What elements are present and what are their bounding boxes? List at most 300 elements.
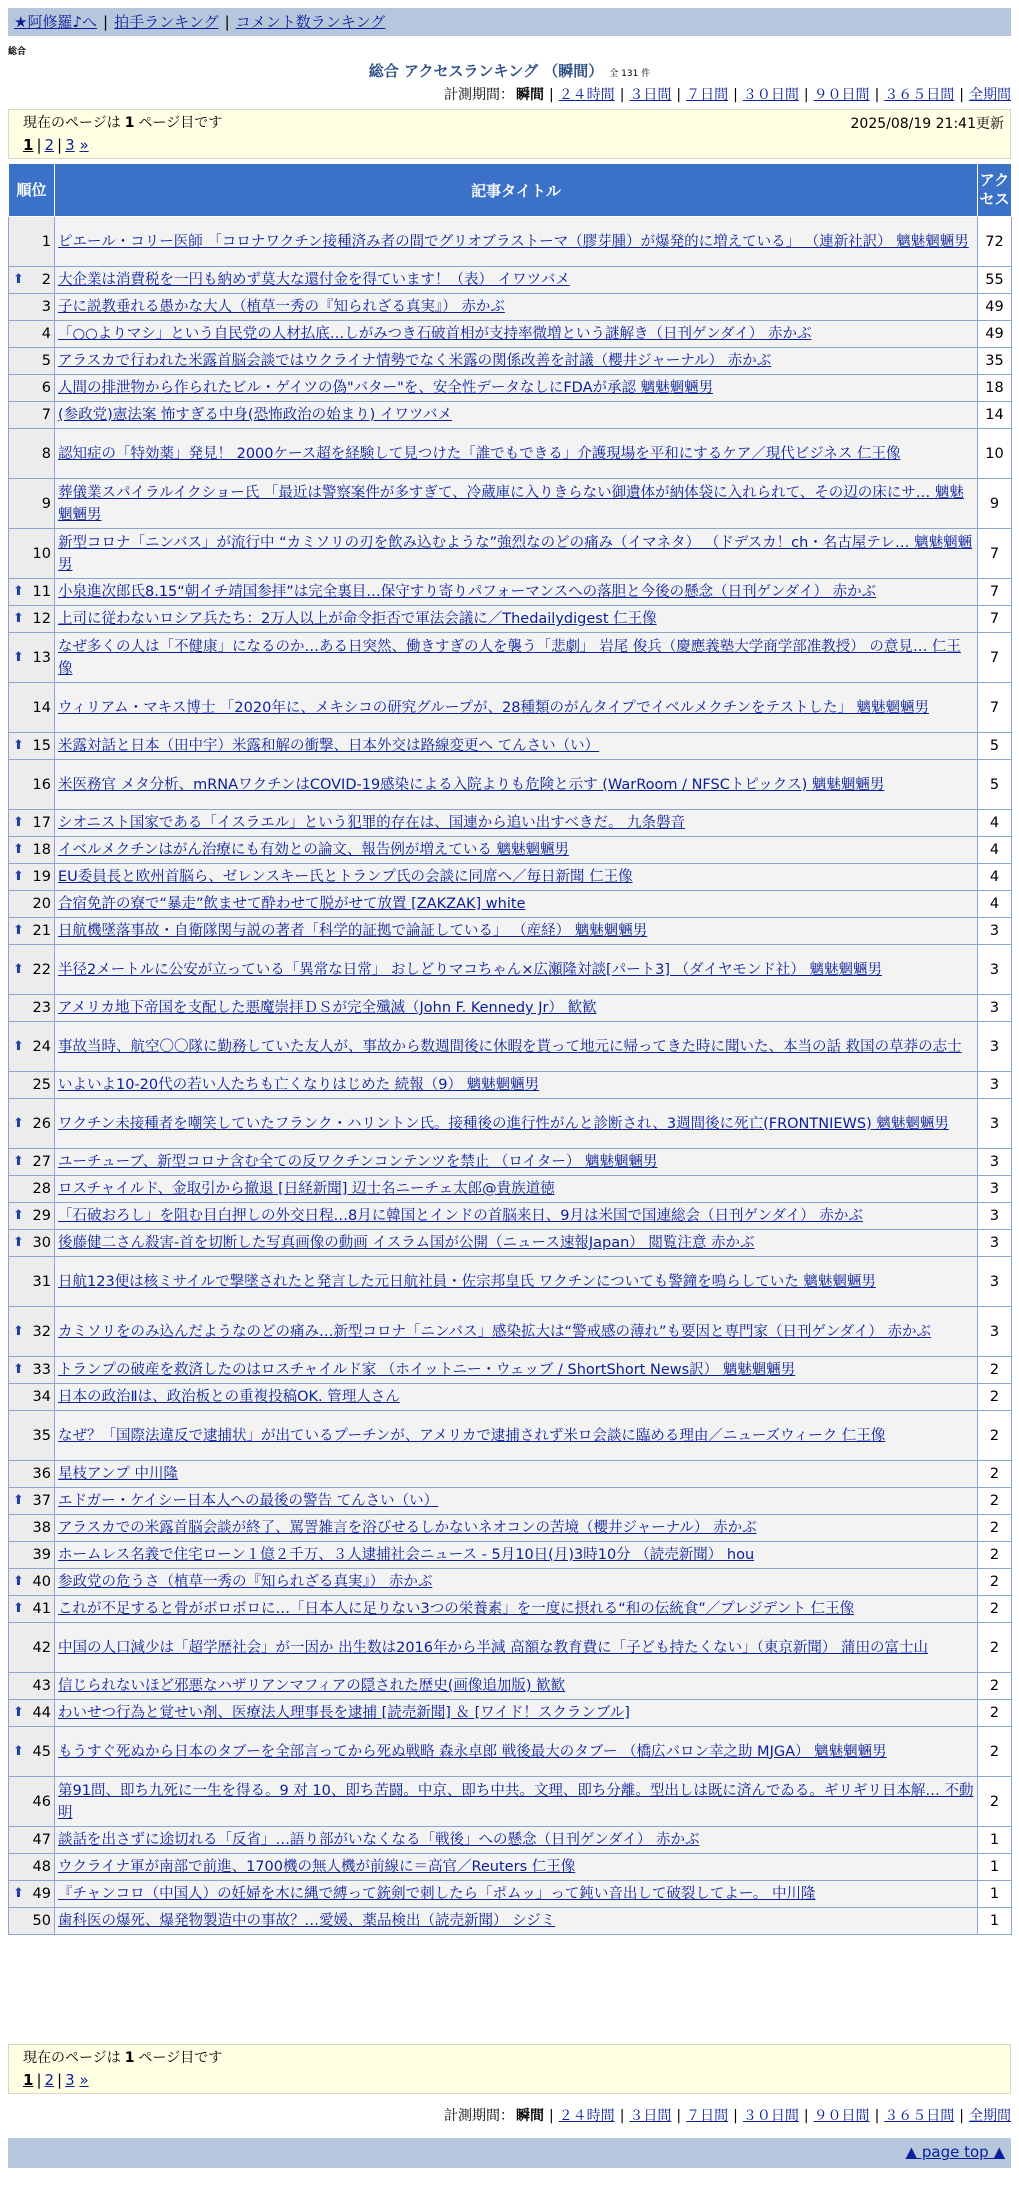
rank-cell [9, 294, 55, 321]
title-cell [55, 529, 978, 579]
access-count: 14 [978, 402, 1012, 429]
rank-number: 46 [32, 1793, 51, 1810]
table-row [9, 864, 1012, 891]
article-link[interactable]: ウクライナ軍が南部で前進、1700機の無人機が前線に＝高官／Reuters 仁王像 [58, 1859, 576, 1875]
rank-number: 14 [32, 699, 51, 716]
access-count: 10 [978, 429, 1012, 479]
rank-cell [9, 1569, 55, 1596]
article-link[interactable]: 合宿免許の寮で“暴走”飲ませて酔わせて脱がせて放置 [ZAKZAK] white [58, 896, 526, 912]
rank-number: 33 [32, 1362, 51, 1378]
table-row [9, 733, 1012, 760]
rank-number: 22 [32, 961, 51, 978]
article-link[interactable]: 後藤健二さん殺害-首を切断した写真画像の動画 イスラム国が公開（ニュース速報Japan） 閲覧注意 赤かぶ [58, 1235, 755, 1251]
rank-cell [9, 1072, 55, 1099]
rank-cell [9, 1203, 55, 1230]
access-count: 3 [978, 1307, 1012, 1357]
article-link[interactable]: 米医務官 メタ分析、mRNAワクチンはCOVID-19感染による入院よりも危険と示す (WarRoom / NFSCトピックス) 魑魅魍魎男 [58, 776, 885, 793]
article-link[interactable]: これが不足すると骨がボロボロに…「日本人に足りない3つの栄養素」を一度に摂れる“和の伝統食”／プレジデント 仁王像 [58, 1601, 855, 1617]
title-cell [55, 321, 978, 348]
rank-up-arrow-icon: ⬆ [13, 1601, 24, 1616]
access-count: 2 [978, 1461, 1012, 1488]
rank-cell [9, 1596, 55, 1623]
column-header-rank: 順位 [9, 164, 55, 217]
table-row [9, 633, 1012, 683]
rank-number: 23 [32, 1000, 51, 1016]
pager-next-link[interactable]: » [79, 2071, 89, 2089]
pager-link[interactable]: 3 [65, 2071, 75, 2089]
rank-cell [9, 402, 55, 429]
rank-up-arrow-icon: ⬆ [13, 1362, 24, 1377]
rank-cell [9, 1099, 55, 1149]
pager [23, 2071, 996, 2089]
table-row [9, 891, 1012, 918]
title-cell [55, 918, 978, 945]
rank-cell [9, 683, 55, 733]
period-link[interactable]: ３日間 [629, 87, 672, 103]
table-row [9, 1596, 1012, 1623]
period-current: 瞬間 [515, 87, 544, 103]
rank-up-arrow-icon: ⬆ [13, 923, 24, 938]
page-title-text: 総合 アクセスランキング （瞬間） [368, 62, 604, 80]
table-row [9, 1727, 1012, 1777]
home-link[interactable]: ★阿修羅♪へ [14, 13, 98, 31]
period-link[interactable]: ７日間 [686, 87, 729, 103]
table-row [9, 402, 1012, 429]
title-cell [55, 1515, 978, 1542]
article-link[interactable]: 参政党の危うさ（植草一秀の『知られざる真実』） 赤かぶ [58, 1574, 433, 1590]
pager-current: 1 [23, 136, 34, 154]
rank-number: 32 [32, 1323, 51, 1340]
comment-ranking-link[interactable]: コメント数ランキング [235, 13, 386, 31]
rank-cell [9, 945, 55, 995]
rank-cell [9, 1384, 55, 1411]
title-cell [55, 733, 978, 760]
article-link[interactable]: 日航123便は核ミサイルで撃墜されたと発言した元日航社員・佐宗邦皇氏 ワクチンについても警鐘を鳴らしていた 魑魅魍魎男 [58, 1273, 876, 1290]
rank-number: 16 [32, 776, 51, 793]
access-count: 9 [978, 479, 1012, 529]
article-link[interactable]: わいせつ行為と覚せい剤、医療法人理事長を逮捕 [読売新聞] ＆ [ワイド！スクランブル] [58, 1705, 630, 1721]
rank-number: 48 [32, 1859, 51, 1875]
title-cell [55, 375, 978, 402]
title-cell [55, 1777, 978, 1827]
article-link[interactable]: シオニスト国家である「イスラエル」という犯罪的存在は、国連から追い出すべきだ。 九条磐音 [58, 815, 686, 831]
article-link[interactable]: 米露対話と日本（田中宇）米露和解の衝撃、日本外交は路線変更へ てんさい（い） [58, 738, 600, 754]
article-link[interactable]: 日航機墜落事故・自衛隊関与説の著者「科学的証拠で論証している」 （産経） 魑魅魍魎男 [58, 923, 648, 939]
article-link[interactable]: ピエール・コリー医師 「コロナワクチン接種済み者の間でグリオブラストーマ（膠芽腫）が爆発的に増えている」 （連新社訳） 魑魅魍魎男 [58, 233, 969, 250]
rank-number: 45 [32, 1743, 51, 1760]
rank-number: 38 [32, 1520, 51, 1536]
rank-cell [9, 1230, 55, 1257]
rank-cell [9, 1727, 55, 1777]
rank-up-arrow-icon: ⬆ [13, 1574, 24, 1589]
title-cell [55, 1411, 978, 1461]
article-link[interactable]: 歯科医の爆死、爆発物製造中の事故？…愛媛、薬品検出（読売新聞） シジミ [58, 1913, 556, 1929]
period-separator: | [959, 87, 964, 103]
rank-cell [9, 606, 55, 633]
access-count: 2 [978, 1727, 1012, 1777]
access-count: 3 [978, 1149, 1012, 1176]
rank-up-arrow-icon: ⬆ [13, 738, 24, 753]
period-separator: | [619, 87, 625, 103]
article-link[interactable]: イベルメクチンはがん治療にも有効との論文、報告例が増えている 魑魅魍魎男 [58, 842, 569, 858]
title-cell [55, 1357, 978, 1384]
table-row [9, 1777, 1012, 1827]
article-link[interactable]: ロスチャイルド、金取引から撤退 [日経新聞] 辺士名ニーチェ太郎@貴族道徳 [58, 1181, 555, 1197]
rank-up-arrow-icon: ⬆ [13, 584, 24, 599]
access-count: 1 [978, 1827, 1012, 1854]
table-row [9, 1515, 1012, 1542]
rank-up-arrow-icon: ⬆ [13, 1208, 24, 1223]
rank-number: 21 [32, 923, 51, 939]
rank-up-arrow-icon: ⬆ [13, 1705, 24, 1720]
rank-number: 42 [32, 1639, 51, 1656]
rank-up-arrow-icon: ⬆ [13, 1235, 24, 1250]
article-link[interactable]: ホームレス名義で住宅ローン１億２千万、３人逮捕社会ニュース - 5月10日(月)3時10分 （読売新聞） hou [58, 1547, 755, 1563]
rank-cell [9, 1411, 55, 1461]
period-link[interactable]: ２４時間 [558, 2108, 615, 2124]
article-link[interactable]: 半径2メートルに公安が立っている「異常な日常」 おしどりマコちゃん×広瀬隆対談[パート3] （ダイヤモンド社） 魑魅魍魎男 [58, 961, 882, 978]
rank-cell [9, 995, 55, 1022]
article-link[interactable]: 中国の人口減少は「超学歴社会」が一因か 出生数は2016年から半減 高額な教育費に「子ども持たくない」（東京新聞） 蒲田の富士山 [58, 1639, 928, 1656]
rank-number: 24 [32, 1038, 51, 1055]
article-link[interactable]: (参政党)憲法案 怖すぎる中身(恐怖政治の始まり) イワツバメ [58, 407, 453, 423]
article-link[interactable]: 大企業は消費税を一円も納めず莫大な還付金を得ています！（表） イワツバメ [58, 272, 570, 288]
table-row [9, 348, 1012, 375]
rank-up-arrow-icon: ⬆ [13, 1493, 24, 1508]
title-cell [55, 1099, 978, 1149]
article-link[interactable]: 新型コロナ「ニンバス」が流行中 “カミソリの刃を飲み込むような”強烈なのどの痛み（イマネタ） （ドデスカ！ch・名古屋テレ… 魑魅魍魎男 [58, 534, 973, 573]
rank-cell [9, 733, 55, 760]
rank-up-arrow-icon: ⬆ [13, 1154, 24, 1169]
period-link[interactable]: ２４時間 [558, 87, 615, 103]
rank-number: 10 [32, 545, 51, 562]
title-cell [55, 1257, 978, 1307]
pager [23, 136, 996, 154]
article-link[interactable]: 「石破おろし」を阻む目白押しの外交日程…8月に韓国とインドの首脳来日、9月は米国で国連総会（日刊ゲンダイ） 赤かぶ [58, 1208, 863, 1224]
access-count: 3 [978, 918, 1012, 945]
rank-number: 25 [32, 1077, 51, 1093]
rank-cell [9, 267, 55, 294]
rank-cell [9, 1257, 55, 1307]
title-cell [55, 633, 978, 683]
article-link[interactable]: ユーチューブ、新型コロナ含む全ての反ワクチンコンテンツを禁止 （ロイター） 魑魅魍魎男 [58, 1154, 658, 1170]
rank-cell [9, 918, 55, 945]
table-row [9, 1700, 1012, 1727]
article-link[interactable]: 第91問、即ち九死に一生を得る。9 对 10、即ち苦闘。中京、即ち中共。文理、即ち分離。型出しは既に済んでゐる。ギリギリ日本解… 不動明 [58, 1782, 974, 1821]
rank-number: 4 [41, 326, 51, 342]
rank-cell [9, 1854, 55, 1881]
rank-cell [9, 1357, 55, 1384]
article-link[interactable]: エドガー・ケイシー日本人への最後の警告 てんさい（い） [58, 1493, 439, 1509]
table-row [9, 429, 1012, 479]
table-row [9, 1827, 1012, 1854]
table-row [9, 529, 1012, 579]
table-row [9, 1411, 1012, 1461]
access-count: 49 [978, 321, 1012, 348]
rank-cell [9, 479, 55, 529]
table-row [9, 1569, 1012, 1596]
table-header-row [9, 164, 1012, 217]
rank-number: 5 [41, 353, 51, 369]
nav-separator: | [224, 13, 230, 31]
title-cell [55, 348, 978, 375]
article-link[interactable]: なぜ多くの人は「不健康」になるのか…ある日突然、働きすぎの人を襲う「悲劇」 岩尾 俊兵（慶應義塾大学商学部准教授） の意見… 仁王像 [58, 638, 961, 677]
access-count: 2 [978, 1673, 1012, 1700]
article-link[interactable]: トランプの破産を救済したのはロスチャイルド家 （ホイットニー・ウェッブ / ShortShort News訳） 魑魅魍魎男 [58, 1362, 796, 1378]
article-link[interactable]: EU委員長と欧州首脳ら、ゼレンスキー氏とトランプ氏の会談に同席へ／毎日新聞 仁王像 [58, 869, 633, 885]
article-link[interactable]: 葬儀業スパイラルイクショー氏 「最近は警察案件が多すぎて、冷蔵庫に入りきらない御遺体が納体袋に入れられて、その辺の床にサ… 魑魅魍魎男 [58, 484, 964, 523]
table-row [9, 1908, 1012, 1935]
rank-cell [9, 1881, 55, 1908]
pager-separator: | [57, 136, 63, 154]
rank-cell [9, 529, 55, 579]
table-row [9, 321, 1012, 348]
rank-cell [9, 891, 55, 918]
period-separator: | [959, 2108, 964, 2124]
article-link[interactable]: 『チャンコロ（中国人）の妊婦を木に縄で縛って銃剣で刺したら「ポムッ」って鈍い音出して破裂してよー。 中川隆 [58, 1886, 816, 1902]
rank-number: 11 [32, 584, 51, 600]
table-row [9, 294, 1012, 321]
title-cell [55, 1022, 978, 1072]
title-cell [55, 1149, 978, 1176]
rank-number: 29 [32, 1208, 51, 1224]
period-link[interactable]: ７日間 [686, 2108, 729, 2124]
period-separator: | [733, 87, 738, 103]
period-separator: | [619, 2108, 625, 2124]
article-link[interactable]: ウィリアム・マキス博士 「2020年に、メキシコの研究グループが、28種類のがんタイプでイベルメクチンをテストした」 魑魅魍魎男 [58, 699, 930, 716]
title-cell [55, 945, 978, 995]
article-link[interactable]: 人間の排泄物から作られたビル・ゲイツの偽"バター"を、安全性データなしにFDAが承認 魑魅魍魎男 [58, 380, 714, 396]
column-header-title: 記事タイトル [55, 164, 978, 217]
article-link[interactable]: 子に説教垂れる愚かな大人（植草一秀の『知られざる真実』） 赤かぶ [58, 299, 505, 315]
access-count: 3 [978, 945, 1012, 995]
column-header-access: アクセス [978, 164, 1012, 217]
table-row [9, 1542, 1012, 1569]
access-count: 2 [978, 1411, 1012, 1461]
pager-link[interactable]: 3 [65, 136, 75, 154]
access-count: 2 [978, 1384, 1012, 1411]
table-row [9, 918, 1012, 945]
rank-cell [9, 375, 55, 402]
table-row [9, 1149, 1012, 1176]
access-count: 4 [978, 864, 1012, 891]
rank-number: 36 [32, 1466, 51, 1482]
rank-number: 41 [32, 1601, 51, 1617]
article-link[interactable]: アメリカ地下帝国を支配した悪魔崇拝ＤＳが完全殲滅（John F. Kennedy Jr） 歓歓 [58, 1000, 597, 1016]
title-cell [55, 1072, 978, 1099]
period-current: 瞬間 [515, 2108, 544, 2124]
pager-current: 1 [23, 2071, 34, 2089]
title-cell [55, 606, 978, 633]
period-link[interactable]: ３日間 [629, 2108, 672, 2124]
rank-up-arrow-icon: ⬆ [13, 1743, 24, 1759]
access-count: 3 [978, 1022, 1012, 1072]
table-row [9, 1176, 1012, 1203]
period-label: 計測期間： [443, 87, 514, 103]
title-cell [55, 402, 978, 429]
article-link[interactable]: ワクチン未接種者を嘲笑していたフランク・ハリントン氏。接種後の進行性がんと診断され、3週間後に死亡(FRONTNIEWS) 魑魅魍魎男 [58, 1115, 949, 1132]
title-cell [55, 1384, 978, 1411]
period-selector-bottom [444, 2105, 1011, 2125]
rank-cell [9, 837, 55, 864]
pager-link[interactable]: 2 [44, 136, 55, 154]
rank-number: 1 [41, 233, 51, 250]
access-count: 3 [978, 1072, 1012, 1099]
access-count: 2 [978, 1569, 1012, 1596]
article-link[interactable]: 信じられないほど邪悪なハザリアンマフィアの隠された歴史(画像追加版) 歓歓 [58, 1678, 566, 1694]
article-link[interactable]: 上司に従わないロシア兵たち：2万人以上が命令拒否で軍法会議に／Thedailydigest 仁王像 [58, 611, 657, 627]
title-cell [55, 1176, 978, 1203]
title-cell [55, 1542, 978, 1569]
table-row [9, 375, 1012, 402]
rank-number: 20 [32, 896, 51, 912]
table-row [9, 217, 1012, 267]
page-top-link[interactable]: ▲ page top ▲ [905, 2143, 1005, 2161]
access-count: 7 [978, 529, 1012, 579]
nav-separator: | [103, 13, 109, 31]
rank-number: 2 [41, 272, 51, 288]
rank-number: 8 [41, 445, 51, 462]
access-count: 4 [978, 837, 1012, 864]
rank-cell [9, 1542, 55, 1569]
access-count: 2 [978, 1777, 1012, 1827]
page-title [0, 60, 1019, 81]
rank-number: 30 [32, 1235, 51, 1251]
title-cell [55, 294, 978, 321]
ranking-table [8, 163, 1012, 1935]
period-link[interactable]: ９０日間 [813, 2108, 870, 2124]
rank-number: 19 [32, 869, 51, 885]
pager-separator: | [57, 2071, 63, 2089]
current-page-post: ページ目です [138, 115, 223, 131]
period-link[interactable]: ３６５日間 [884, 87, 955, 103]
title-cell [55, 267, 978, 294]
title-cell [55, 1673, 978, 1700]
access-count: 3 [978, 1203, 1012, 1230]
pager-next-link[interactable]: » [79, 136, 89, 154]
article-link[interactable]: いよいよ10-20代の若い人たちも亡くなりはじめた 続報（9） 魑魅魍魎男 [58, 1077, 540, 1093]
rank-number: 28 [32, 1181, 51, 1197]
period-link[interactable]: ３６５日間 [884, 2108, 955, 2124]
article-link[interactable]: なぜ？「国際法違反で逮捕状」が出ているプーチンが、アメリカで逮捕されず米ロ会談に臨める理由／ニューズウィーク 仁王像 [58, 1427, 886, 1444]
rank-number: 35 [32, 1427, 51, 1444]
rank-up-arrow-icon: ⬆ [13, 842, 24, 857]
period-separator: | [803, 87, 809, 103]
current-page-number: 1 [124, 115, 135, 131]
access-count: 7 [978, 683, 1012, 733]
current-page-pre: 現在のページは [23, 2050, 121, 2066]
access-count: 4 [978, 810, 1012, 837]
access-count: 2 [978, 1542, 1012, 1569]
rank-cell [9, 1461, 55, 1488]
period-separator: | [874, 2108, 880, 2124]
total-count: 全 131 件 [609, 69, 651, 79]
article-link[interactable]: 日本の政治Ⅱは、政治板との重複投稿OK. 管理人さん [58, 1389, 400, 1405]
rank-number: 50 [32, 1913, 51, 1929]
period-link[interactable]: 全期間 [969, 2108, 1011, 2124]
article-link[interactable]: 「○○よりマシ」という自民党の人材払底…しがみつき石破首相が支持率微増という謎解き（日刊ゲンダイ） 赤かぶ [58, 326, 812, 342]
access-count: 49 [978, 294, 1012, 321]
access-count: 7 [978, 633, 1012, 683]
title-cell [55, 1881, 978, 1908]
title-cell [55, 1908, 978, 1935]
table-row [9, 267, 1012, 294]
title-cell [55, 1854, 978, 1881]
rank-number: 6 [41, 380, 51, 396]
table-row [9, 1257, 1012, 1307]
access-count: 1 [978, 1908, 1012, 1935]
clap-ranking-link[interactable]: 拍手ランキング [114, 13, 219, 31]
access-count: 7 [978, 579, 1012, 606]
period-link[interactable]: ３０日間 [742, 87, 799, 103]
rank-number: 7 [41, 407, 51, 423]
title-cell [55, 429, 978, 479]
table-row [9, 1357, 1012, 1384]
rank-number: 26 [32, 1115, 51, 1132]
updated-time: 2025/08/19 21:41更新 [850, 116, 1004, 132]
period-link[interactable]: ３０日間 [742, 2108, 799, 2124]
table-row [9, 1230, 1012, 1257]
table-row [9, 1203, 1012, 1230]
rank-up-arrow-icon: ⬆ [13, 1038, 24, 1054]
period-link[interactable]: 全期間 [969, 87, 1011, 103]
table-row [9, 1488, 1012, 1515]
access-count: 2 [978, 1700, 1012, 1727]
article-link[interactable]: 談話を出さずに途切れる「反省」…語り部がいなくなる「戦後」への懸念（日刊ゲンダイ） 赤かぶ [58, 1832, 700, 1848]
title-cell [55, 891, 978, 918]
access-count: 55 [978, 267, 1012, 294]
access-count: 2 [978, 1515, 1012, 1542]
article-link[interactable]: 小泉進次郎氏8.15“朝イチ靖国参拝”は完全裏目…保守すり寄りパフォーマンスへの落胆と今後の懸念（日刊ゲンダイ） 赤かぶ [58, 584, 877, 600]
rank-up-arrow-icon: ⬆ [13, 961, 24, 977]
rank-up-arrow-icon: ⬆ [13, 869, 24, 884]
rank-number: 3 [41, 299, 51, 315]
article-link[interactable]: 星枝アンプ 中川隆 [58, 1466, 179, 1482]
article-link[interactable]: もうすぐ死ぬから日本のタブーを全部言ってから死ぬ戦略 森永卓郎 戦後最大のタブー （橋広バロン幸之助 MJGA） 魑魅魍魎男 [58, 1743, 887, 1760]
table-row [9, 810, 1012, 837]
rank-number: 31 [32, 1273, 51, 1290]
rank-number: 27 [32, 1154, 51, 1170]
article-link[interactable]: カミソリをのみ込んだようなのどの痛み…新型コロナ「ニンバス」感染拡大は“警戒感の薄れ”も要因と専門家（日刊ゲンダイ） 赤かぶ [58, 1323, 931, 1340]
title-cell [55, 1230, 978, 1257]
table-row [9, 760, 1012, 810]
pager-separator: | [36, 2071, 42, 2089]
title-cell [55, 1488, 978, 1515]
article-link[interactable]: アラスカで行われた米露首脳会談ではウクライナ情勢でなく米露の関係改善を討議（櫻井ジャーナル） 赤かぶ [58, 353, 772, 369]
current-page-pre: 現在のページは [23, 115, 121, 131]
period-separator: | [676, 87, 682, 103]
title-cell [55, 837, 978, 864]
table-row [9, 1384, 1012, 1411]
table-row [9, 683, 1012, 733]
rank-number: 18 [32, 842, 51, 858]
pager-link[interactable]: 2 [44, 2071, 55, 2089]
rank-number: 17 [32, 815, 51, 831]
period-link[interactable]: ９０日間 [813, 87, 870, 103]
paging-box-top [8, 109, 1011, 159]
article-link[interactable]: アラスカでの米露首脳会談が終了、罵詈雑言を浴びせるしかないネオコンの苦境（櫻井ジャーナル） 赤かぶ [58, 1520, 757, 1536]
article-link[interactable]: 認知症の「特効薬」発見！ 2000ケース超を経験して見つけた「誰でもできる」介護現場を平和にするケア／現代ビジネス 仁王像 [58, 445, 901, 462]
table-row [9, 1072, 1012, 1099]
rank-cell [9, 1488, 55, 1515]
title-cell [55, 760, 978, 810]
table-row [9, 945, 1012, 995]
rank-number: 9 [41, 495, 51, 512]
rank-cell [9, 1149, 55, 1176]
rank-cell [9, 810, 55, 837]
article-link[interactable]: 事故当時、航空〇〇隊に勤務していた友人が、事故から数週間後に休暇を貰って地元に帰ってきた時に聞いた、本当の話 救国の草莽の志士 [58, 1038, 962, 1055]
table-row [9, 579, 1012, 606]
